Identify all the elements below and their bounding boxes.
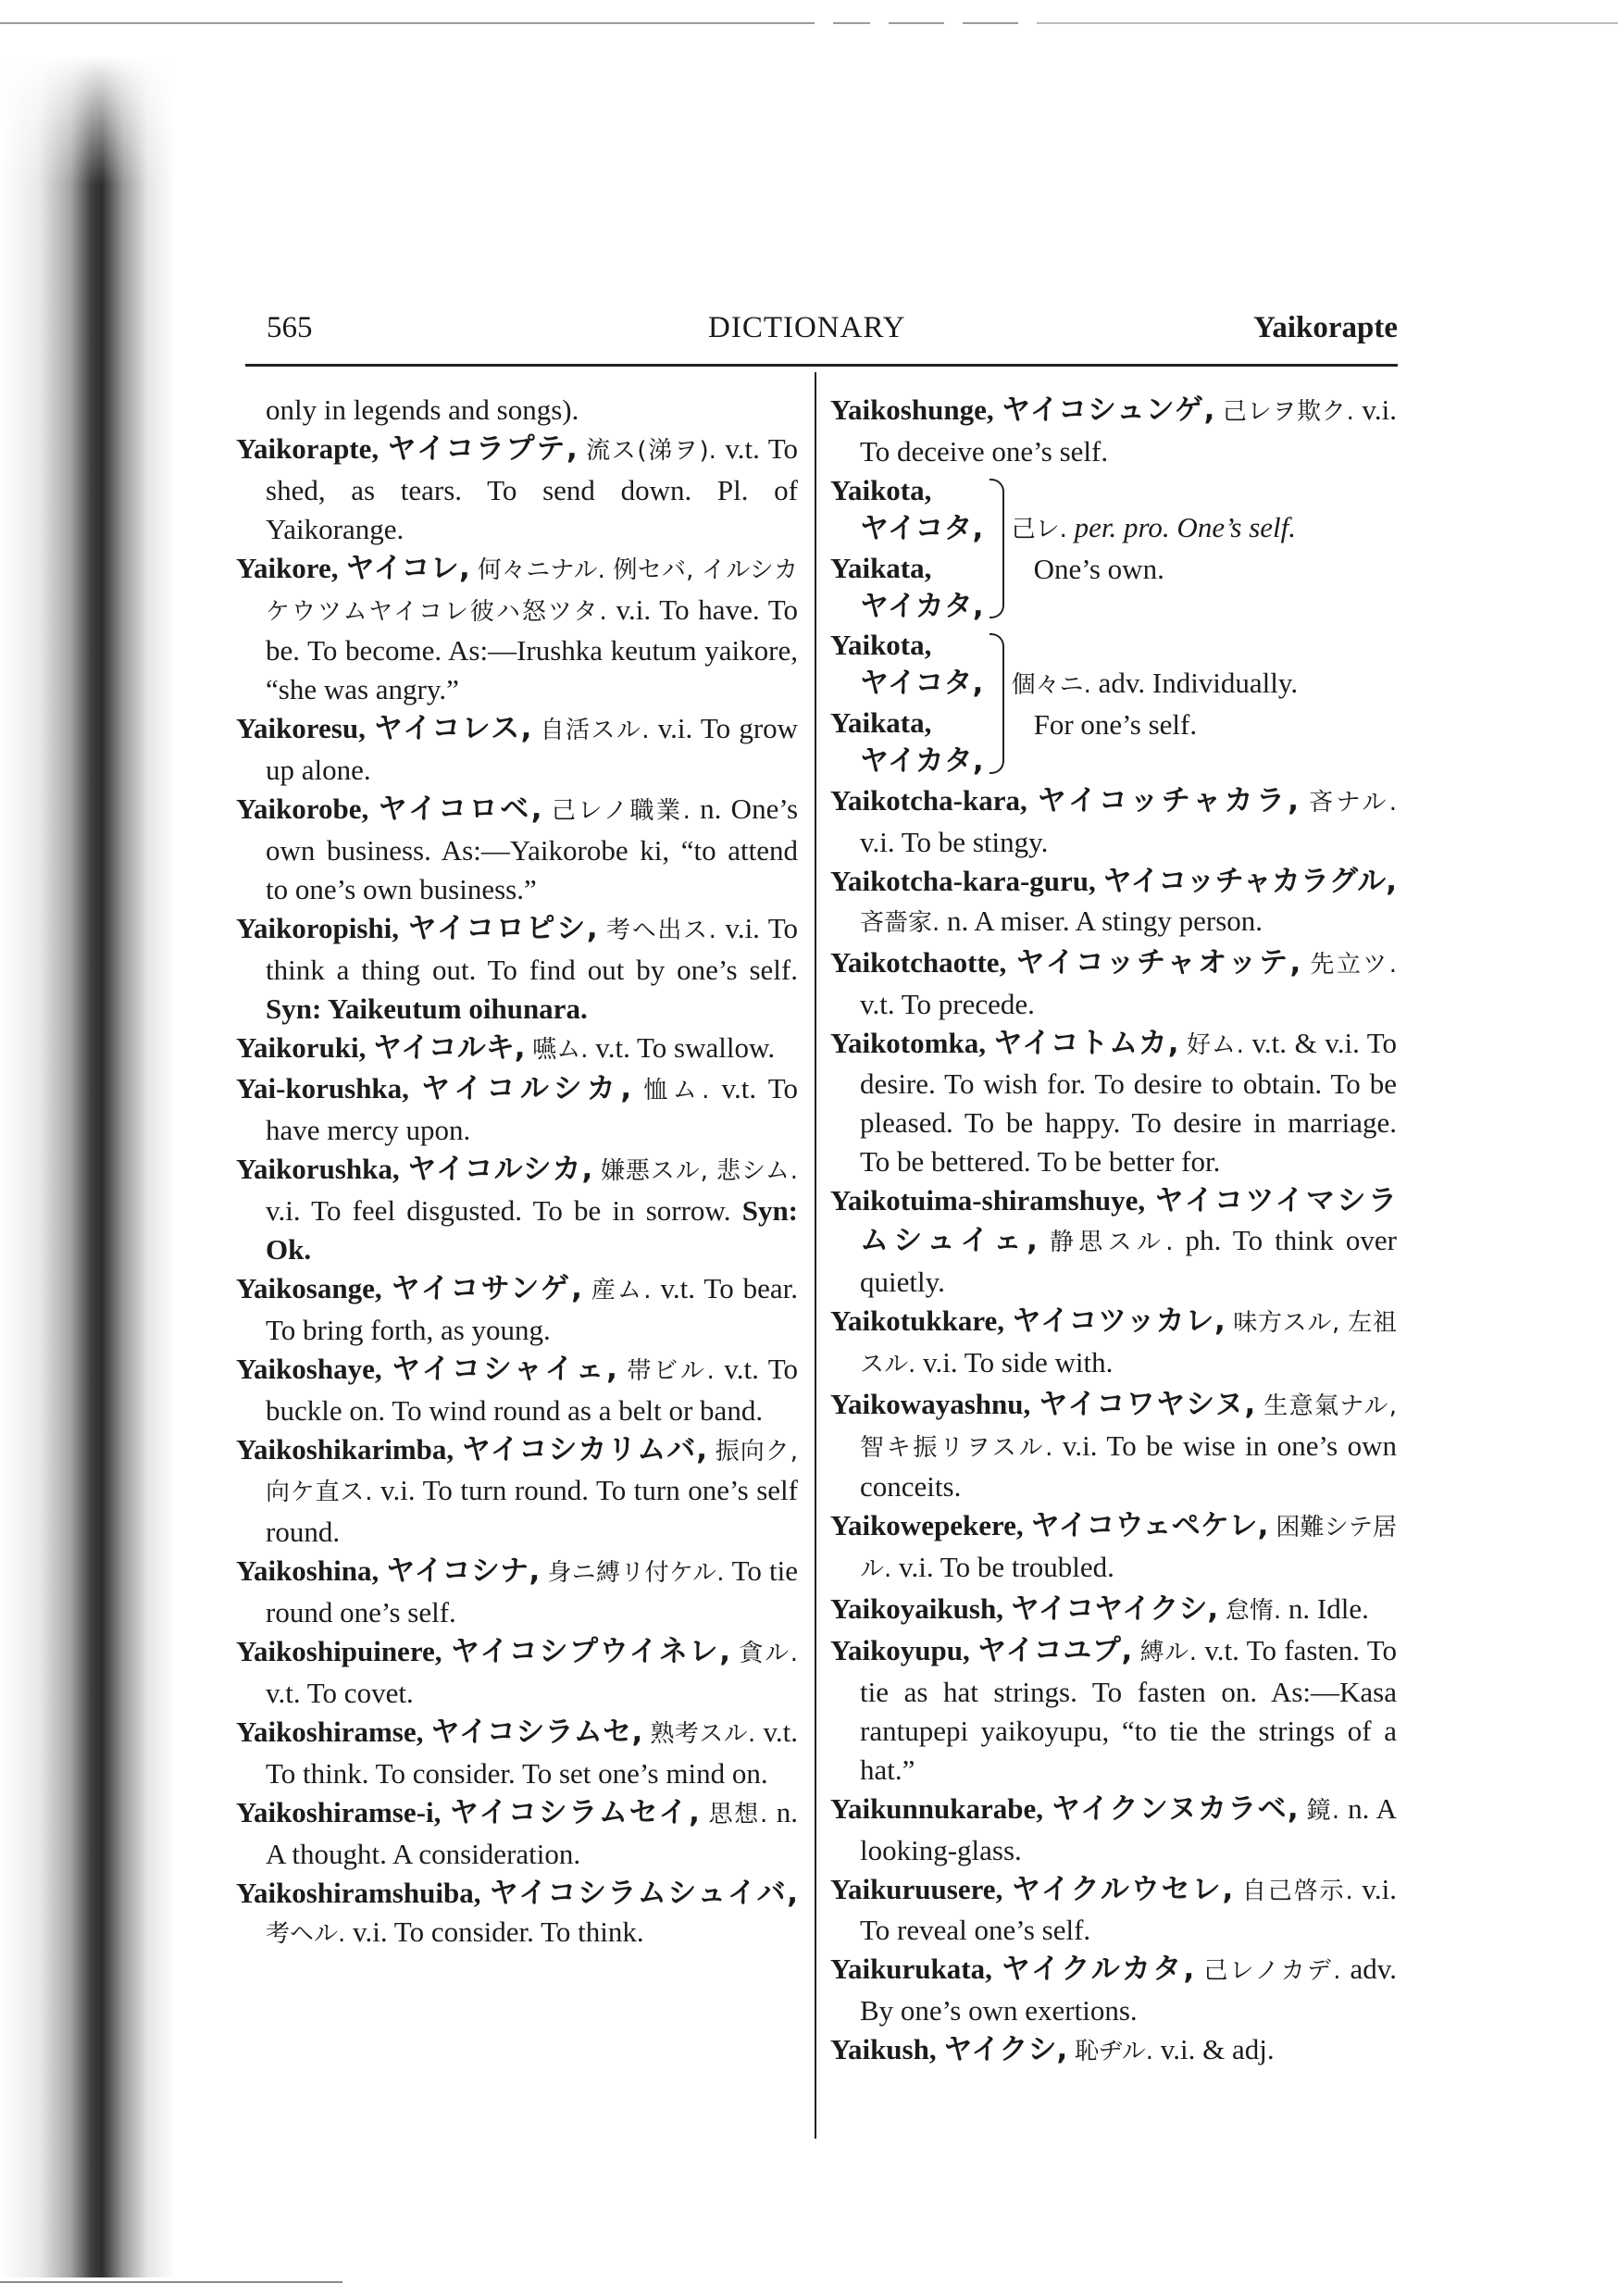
dictionary-entry	[236, 790, 798, 909]
headword: Yaikoshiramse,	[236, 1715, 424, 1748]
japanese-gloss: 個々ニ.	[1011, 670, 1091, 699]
group-definition	[1012, 508, 1397, 589]
definition: per. pro. One’s self.	[1074, 511, 1297, 544]
headword: Yaikowayashnu,	[830, 1387, 1031, 1420]
page-number: 565	[267, 311, 313, 344]
headword: Yaikore,	[236, 551, 339, 584]
bracketed-entry-group	[830, 626, 1397, 781]
katakana: ヤイコッチャカラ,	[1037, 784, 1300, 818]
katakana: ヤイコシラムセイ,	[449, 1795, 700, 1829]
definition: v.t. To fasten. To tie as hat strings. To fasten on. As:—Kasa rantupepi yaikoyupu, “to tie the strings of a hat.”	[860, 1634, 1398, 1786]
katakana: ヤイコツッカレ,	[1012, 1304, 1226, 1338]
dictionary-entry	[236, 1029, 798, 1070]
japanese-gloss: 流ス(涕ヲ).	[586, 436, 716, 465]
katakana: ヤイコシュンゲ,	[1002, 393, 1215, 427]
headword: Yaikoshiramse-i,	[236, 1795, 442, 1828]
headword: Yaikoshipuinere,	[236, 1635, 442, 1668]
brace-bracket	[989, 633, 1004, 774]
japanese-gloss: 振向ク, 向ケ直ス.	[266, 1437, 799, 1507]
japanese-gloss: 恤ム.	[643, 1077, 710, 1105]
japanese-gloss: 鏡.	[1306, 1796, 1340, 1825]
dictionary-entry	[236, 1793, 798, 1874]
katakana: ヤイコルキ,	[373, 1030, 526, 1065]
japanese-gloss: 己レ.	[1011, 516, 1067, 544]
synonym: Syn: Yaikeutum oihunara.	[266, 992, 588, 1025]
katakana: ヤイコシナ,	[386, 1554, 541, 1589]
definition: v.i. To be wise in one’s own conceits.	[860, 1429, 1397, 1504]
definition: v.i. To feel disgusted. To be in sorrow.	[266, 1194, 731, 1228]
group-definition	[1012, 664, 1397, 744]
katakana: ヤイコサンゲ,	[391, 1271, 582, 1305]
japanese-gloss: 先立ツ.	[1310, 950, 1397, 979]
headword: Yaikoshikarimba,	[236, 1432, 454, 1466]
grouped-headwords	[830, 471, 984, 627]
book-binding-shadow	[0, 56, 176, 2277]
headword: Yaikoyupu,	[830, 1634, 970, 1667]
dictionary-entry	[830, 1870, 1397, 1951]
headword: Yaikotukkare,	[830, 1304, 1005, 1337]
katakana: ヤイコルシカ,	[407, 1153, 593, 1187]
headword: Yaikata,	[830, 551, 932, 584]
headword: Yaikotcha-kara-guru,	[830, 864, 1096, 897]
definition: v.i. To consider. To think.	[353, 1915, 644, 1949]
japanese-gloss: 帯ビル.	[627, 1356, 715, 1385]
dictionary-entry	[236, 1713, 798, 1793]
dictionary-entry	[236, 1350, 798, 1430]
dictionary-entry	[830, 1590, 1397, 1631]
dictionary-entry	[236, 909, 798, 1029]
headword: Yaikoruki,	[236, 1030, 367, 1064]
definition: v.i. To be stingy.	[860, 825, 1049, 858]
dictionary-entry	[236, 1874, 798, 1955]
katakana: ヤイクンヌカラベ,	[1052, 1791, 1299, 1826]
katakana: ヤイクルウセレ,	[1011, 1872, 1234, 1906]
japanese-gloss: 静思スル.	[1049, 1229, 1174, 1257]
dictionary-entry	[236, 430, 798, 549]
headword: Yaikoshina,	[236, 1554, 380, 1588]
definition: v.i. To reveal one’s self.	[860, 1872, 1398, 1947]
definition: For one’s self.	[1033, 707, 1198, 741]
definition: n. A looking-glass.	[860, 1791, 1398, 1866]
headword: Yaikush,	[830, 2033, 937, 2066]
headword: Yaikunnukarabe,	[830, 1791, 1044, 1825]
japanese-gloss: 好ム.	[1187, 1030, 1244, 1059]
dictionary-entry	[830, 1631, 1397, 1790]
katakana: ヤイコヤイクシ,	[1010, 1592, 1219, 1627]
katakana: ヤイコレ,	[345, 551, 470, 585]
japanese-gloss: 縛ル.	[1139, 1639, 1197, 1667]
katakana: ヤイコウェペケレ,	[1030, 1509, 1269, 1543]
katakana: ヤイコワヤシヌ,	[1039, 1387, 1256, 1421]
japanese-gloss: 自活スル.	[540, 717, 650, 745]
katakana: ヤイコルシカ,	[421, 1072, 632, 1106]
katakana: ヤイカタ,	[860, 744, 984, 779]
dictionary-entry	[236, 1069, 798, 1150]
definition: n. A thought. A consideration.	[266, 1795, 799, 1870]
dictionary-entry	[830, 943, 1397, 1024]
headword: Yaikotomka,	[830, 1026, 986, 1059]
katakana: ヤイクシ,	[943, 2033, 1068, 2067]
katakana: ヤイコトムカ,	[993, 1026, 1179, 1060]
dictionary-entry	[830, 1950, 1397, 2030]
left-column	[236, 391, 798, 1954]
japanese-gloss: 自己啓示.	[1241, 1877, 1353, 1905]
definition: v.t. To buckle on. To wind round as a belt or band.	[266, 1352, 799, 1427]
headword: Yaikotuima-shiramshuye,	[830, 1184, 1146, 1217]
katakana: ヤイコツイマシラムシュイェ,	[860, 1184, 1397, 1258]
dictionary-entry	[830, 1790, 1397, 1870]
japanese-gloss: 恥ヂル.	[1075, 2038, 1153, 2066]
japanese-gloss: 生意氣ナル, 智キ振リヲスル.	[860, 1391, 1398, 1462]
definition: To tie round one’s self.	[266, 1554, 798, 1629]
dictionary-entry	[830, 1181, 1397, 1302]
definition: n. A miser. A stingy person.	[947, 904, 1263, 937]
dictionary-entry	[236, 709, 798, 790]
japanese-gloss: 考ヘ出ス.	[606, 916, 716, 944]
entry-continuation: only in legends and songs).	[266, 393, 579, 426]
synonym: Syn: Ok.	[266, 1194, 799, 1267]
definition: v.i. To think a thing out. To find out by one’s self.	[266, 911, 799, 986]
bracketed-entry-group	[830, 471, 1397, 627]
headword: Yaikata,	[830, 706, 932, 740]
definition: v.i. To deceive one’s self.	[860, 393, 1398, 468]
dictionary-entry	[236, 549, 798, 710]
katakana: ヤイコラプテ,	[387, 431, 578, 466]
katakana: ヤイコタ,	[860, 667, 984, 701]
japanese-gloss: 己レノ職業.	[551, 797, 691, 826]
guide-word: Yaikorapte	[1253, 311, 1398, 344]
definition: adv. By one’s own exertions.	[860, 1953, 1397, 2028]
headword: Yaikota,	[830, 473, 932, 506]
headword: Yaikoyaikush,	[830, 1592, 1003, 1626]
scan-edge-line	[0, 22, 815, 24]
headword: Yaikorobe,	[236, 792, 369, 826]
katakana: ヤイコレス,	[374, 712, 532, 746]
dictionary-entry	[830, 1385, 1397, 1507]
grouped-headwords	[830, 626, 984, 781]
japanese-gloss: 困難シテ居ル.	[860, 1514, 1397, 1584]
katakana: ヤイコシラムセ,	[430, 1715, 643, 1749]
right-column	[830, 391, 1397, 2072]
scan-edge-line	[963, 22, 1018, 24]
dictionary-entry	[830, 2030, 1397, 2072]
dictionary-entry	[236, 1430, 798, 1553]
headword: Yaikota,	[830, 629, 932, 662]
headword: Yaikorushka,	[236, 1153, 400, 1186]
definition: ph. To think over quietly.	[860, 1224, 1397, 1298]
headword: Yai-korushka,	[236, 1072, 409, 1105]
scan-edge-line	[1037, 22, 1618, 24]
definition: n. One’s own business. As:—Yaikorobe ki, “to attend to one’s own business.”	[266, 792, 799, 905]
dictionary-entry	[236, 1632, 798, 1713]
headword: Yaikorapte,	[236, 431, 380, 465]
definition: v.i. To turn round. To turn one’s self round.	[266, 1474, 798, 1549]
katakana: ヤイコシラムシュイバ,	[489, 1876, 799, 1910]
katakana: ヤイコタ,	[860, 511, 984, 545]
katakana: ヤイコシプウイネレ,	[450, 1635, 730, 1669]
japanese-gloss: 何々ニナル. 例セバ, イルシカケウツムヤイコレ彼ハ怒ツタ.	[266, 555, 799, 626]
definition: v.t. To covet.	[266, 1677, 414, 1709]
dictionary-entry	[830, 862, 1397, 943]
definition: v.t. To swallow.	[595, 1030, 776, 1064]
dictionary-entry	[236, 1552, 798, 1632]
headword: Yaikuruusere,	[830, 1872, 1003, 1905]
katakana: ヤイコシャイェ,	[392, 1352, 617, 1386]
katakana: ヤイコユプ,	[977, 1634, 1133, 1668]
headword: Yaikoshiramshuiba,	[236, 1876, 481, 1909]
japanese-gloss: 己レノカデ.	[1203, 1957, 1341, 1986]
definition: adv. Individually.	[1098, 666, 1299, 699]
definition: n. Idle.	[1288, 1592, 1369, 1626]
definition: One’s own.	[1033, 553, 1164, 586]
dictionary-entry	[830, 391, 1397, 471]
dictionary-entry	[830, 1302, 1397, 1385]
running-title: DICTIONARY	[708, 311, 906, 344]
katakana: ヤイクルカタ,	[1001, 1953, 1195, 1987]
headword: Yaikoresu,	[236, 712, 366, 745]
japanese-gloss: 身ニ縛リ付ケル.	[547, 1559, 725, 1588]
japanese-gloss: 熟考スル.	[650, 1719, 756, 1748]
definition: v.t. To precede.	[860, 987, 1035, 1020]
japanese-gloss: 産ム.	[591, 1276, 652, 1304]
dictionary-entry	[830, 781, 1397, 862]
headword: Yaikoropishi,	[236, 911, 400, 944]
japanese-gloss: 考ヘル.	[266, 1920, 346, 1949]
dictionary-entry	[830, 1506, 1397, 1590]
scan-edge-line	[889, 22, 944, 24]
definition: v.t. To think. To consider. To set one’s mind on.	[266, 1715, 799, 1790]
brace-bracket	[989, 479, 1004, 619]
katakana: ヤイコロピシ,	[407, 911, 598, 945]
japanese-gloss: 貪ル.	[739, 1640, 799, 1668]
scan-edge-line	[833, 22, 870, 24]
katakana: ヤイコロベ,	[378, 792, 542, 827]
japanese-gloss: 嫌悪スル, 悲シム.	[600, 1157, 799, 1186]
binding-fade	[0, 56, 185, 185]
japanese-gloss: 己レヲ欺ク.	[1222, 398, 1354, 426]
definition: v.i. To grow up alone.	[266, 712, 799, 787]
definition: v.t. & v.i. To desire. To wish for. To desire to obtain. To be pleased. To be happy. To desire in marriage. To be bettered. To be better for.	[860, 1026, 1398, 1179]
japanese-gloss: 思想.	[708, 1800, 768, 1828]
katakana: ヤイコシカリムバ,	[461, 1432, 708, 1466]
definition: v.i. & adj.	[1160, 2033, 1275, 2066]
headword: Yaikosange,	[236, 1271, 382, 1304]
japanese-gloss: 吝嗇家.	[860, 908, 940, 937]
headword: Yaikowepekere,	[830, 1509, 1024, 1542]
headword: Yaikoshunge,	[830, 393, 994, 426]
definition: v.t. To have mercy upon.	[266, 1072, 799, 1147]
page-header	[245, 306, 1398, 361]
headword: Yaikotchaotte,	[830, 945, 1007, 979]
definition: v.t. To shed, as tears. To send down. Pl. of Yaikorange.	[266, 431, 799, 545]
japanese-gloss: 嚥ム.	[532, 1035, 589, 1064]
definition: v.t. To bear. To bring forth, as young.	[266, 1271, 799, 1346]
dictionary-entry	[830, 1024, 1397, 1182]
katakana: ヤイコッチャオッテ,	[1015, 945, 1301, 980]
katakana: ヤイカタ,	[860, 589, 984, 623]
column-divider	[815, 372, 816, 2139]
headword: Yaikurukata,	[830, 1953, 992, 1986]
header-rule	[245, 364, 1398, 367]
definition: v.i. To be troubled.	[899, 1551, 1114, 1584]
dictionary-entry	[236, 1150, 798, 1269]
japanese-gloss: 吝ナル.	[1309, 789, 1398, 817]
dictionary-entry	[236, 1269, 798, 1350]
headword: Yaikoshaye,	[236, 1352, 382, 1385]
katakana: ヤイコッチャカラグル,	[1102, 864, 1397, 898]
headword: Yaikotcha-kara,	[830, 784, 1027, 817]
japanese-gloss: 味方スル, 左祖スル.	[860, 1308, 1397, 1379]
scan-edge-line	[0, 2281, 342, 2283]
japanese-gloss: 怠惰.	[1225, 1597, 1282, 1626]
definition: v.i. To side with.	[923, 1345, 1114, 1379]
definition: v.i. To have. To be. To become. As:—Irushka keutum yaikore, “she was angry.”	[266, 593, 799, 706]
